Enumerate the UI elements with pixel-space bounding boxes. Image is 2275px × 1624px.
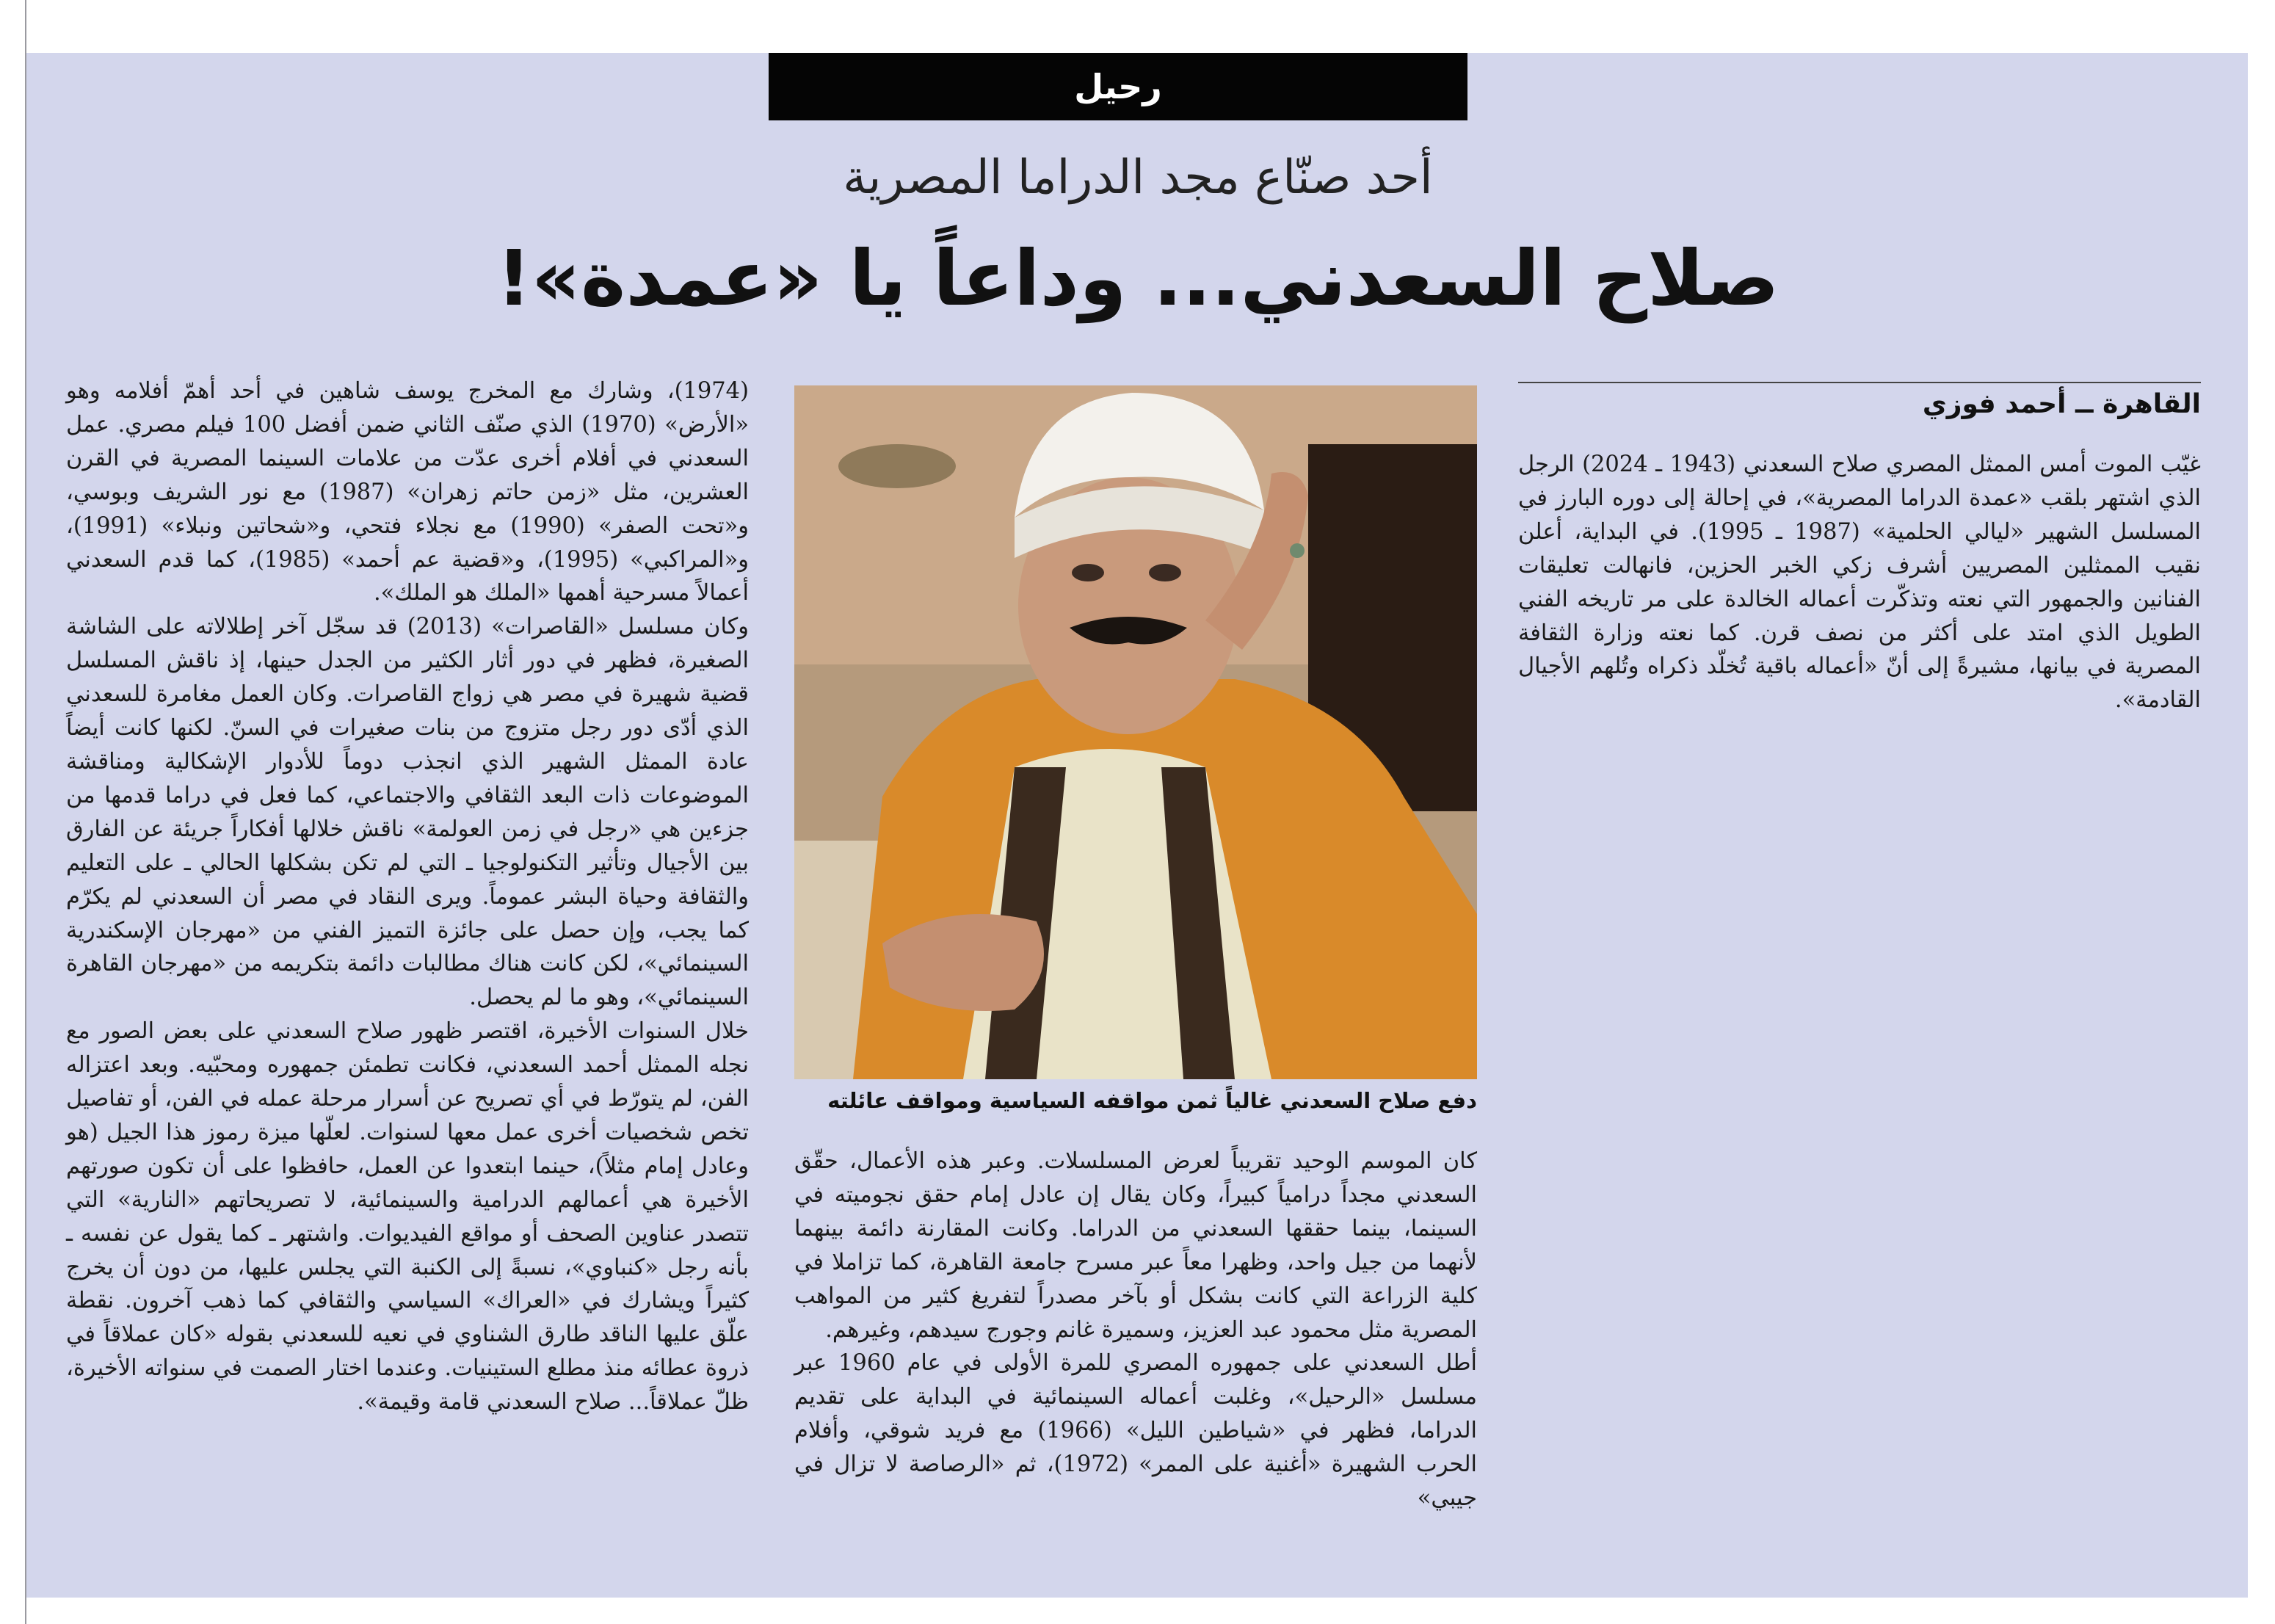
portrait-photo: [794, 385, 1477, 1079]
article-column-left: [66, 374, 749, 1419]
photo-caption: دفع صلاح السعدني غالياً ثمن مواقفه السياسية ومواقف عائلته: [827, 1088, 1477, 1113]
paragraph: (1974)، وشارك مع المخرج يوسف شاهين في أحد أهمّ أفلامه وهو «الأرض» (1970) الذي صنّف الثاني ضمن أفضل 100 فيلم مصري. عمل السعدني في أفلام أخرى عدّت من علامات السينما المصرية في القرن العشرين، مثل «زمن حاتم زهران» (1987) مع نور الشريف وبوسي، و«تحت الصفر» (1990) مع نجلاء فتحي، و«شحاتين ونبلاء» (1991)، و«المراكبي» (1995)، و«قضية عم أحمد» (1985)، كما قدم السعدني أعمالاً مسرحية أهمها «الملك هو الملك».: [66, 378, 750, 606]
paragraph: كان الموسم الوحيد تقريباً لعرض المسلسلات. وعبر هذه الأعمال، حقّق السعدني مجداً درامياً كبيراً، وكان يقال إن عادل إمام حقق نجوميته في السينما، بينما حققها السعدني من الدراما. وكانت المقارنة دائمة بينهما لأنهما من جيل واحد، وظهرا معاً عبر مسرح جامعة القاهرة، كما تزاملا في كلية الزراعة التي كانت بشكل أو بآخر مصدراً لتفريغ كثير من المواهب المصرية مثل محمود عبد العزيز، وسميرة غانم وجورج سيدهم، وغيرهم.: [794, 1148, 1477, 1343]
paragraph: خلال السنوات الأخيرة، اقتصر ظهور صلاح السعدني على بعض الصور مع نجله الممثل أحمد السعدني، فكانت تطمئن جمهوره ومحبّيه. وبعد اعتزاله الفن، لم يتورّط في أي تصريح عن أسرار مرحلة عمله في الفن، أو تفاصيل تخص شخصيات أخرى عمل معها لسنوات. لعلّها ميزة رموز هذا الجيل (هو وعادل إمام مثلاً)، حينما ابتعدوا عن العمل، حافظوا على أن تكون صورتهم الأخيرة هي أعمالهم الدرامية والسينمائية، لا تصريحاتهم «النارية» التي تتصدر عناوين الصحف أو مواقع الفيديوات. واشتهر ـ كما يقول عن نفسه ـ بأنه رجل «كنباوي»، نسبةً إلى الكنبة التي يجلس عليها، من دون أن يخرج كثيراً ويشارك في «العراك» السياسي والثقافي كما ذهب آخرون. نقطة علّق عليها الناقد طارق الشناوي في نعيه للسعدني بقوله «كان عملاقاً في ذروة عطائه منذ مطلع الستينيات. وعندما اختار الصمت في سنواته الأخيرة، ظلّ عملاقاً... صلاح السعدني قامة وقيمة».: [66, 1018, 749, 1415]
byline: القاهرة ــ أحمد فوزي: [1922, 389, 2201, 419]
article-column-middle: [794, 1145, 1477, 1515]
byline-block: [1518, 382, 2201, 419]
section-label: رحيل: [769, 53, 1467, 120]
paragraph: غيّب الموت أمس الممثل المصري صلاح السعدني (1943 ـ 2024) الرجل الذي اشتهر بلقب «عمدة الدراما المصرية»، في إحالة إلى دوره البارز في المسلسل الشهير «ليالي الحلمية» (1987 ـ 1995). في البداية، أعلن نقيب الممثلين المصريين أشرف زكي الخبر الحزين، فانهالت تعليقات الفنانين والجمهور التي نعته وتذكّرت أعماله الخالدة على مر تاريخه الفني الطويل الذي امتد على أكثر من نصف قرن. كما نعته وزارة الثقافة المصرية في بيانها، مشيرةً إلى أنّ «أعماله باقية تُخلّد ذكراه وتُلهم الأجيال القادمة».: [1518, 452, 2202, 714]
article-headline: صلاح السعدني... وداعاً يا «عمدة»!: [496, 233, 1779, 323]
article-subtitle: أحد صنّاع مجد الدراما المصرية: [843, 151, 1433, 205]
paragraph: وكان مسلسل «القاصرات» (2013) قد سجّل آخر إطلالاته على الشاشة الصغيرة، فظهر في دور أثار الكثير من الجدل حينها، إذ ناقش المسلسل قضية شهيرة في مصر هي زواج القاصرات. وكان العمل مغامرة للسعدني الذي أدّى دور رجل متزوج من بنات صغيرات في السنّ. لكنها كانت أيضاً عادة الممثل الشهير الذي انجذب دوماً للأدوار الإشكالية ومناقشة الموضوعات ذات البعد الثقافي والاجتماعي، كما فعل في دراما قدمها من جزءين هي «رجل في زمن العولمة» ناقش خلالها أفكاراً جريئة عن الفارق بين الأجيال وتأثير التكنولوجيا ـ التي لم تكن بشكلها الحالي ـ على التعليم والثقافة وحياة البشر عموماً. ويرى النقاد في مصر أن السعدني لم يكرّم كما يجب، وإن حصل على جائزة التميز الفني من «مهرجان الإسكندرية السينمائي»، لكن كانت هناك مطالبات دائمة بتكريمه من «مهرجان القاهرة السينمائي»، وهو ما لم يحصل.: [66, 614, 749, 1011]
paragraph: أطل السعدني على جمهوره المصري للمرة الأولى في عام 1960 عبر مسلسل «الرحيل»، وغلبت أعماله السينمائية في البداية على تقديم الدراما، فظهر في «شياطين الليل» (1966) مع فريد شوقي، وأفلام الحرب الشهيرة «أغنية على الممر» (1972)، ثم «الرصاصة لا تزال في جيبي»: [794, 1350, 1477, 1512]
portrait-illustration: [794, 385, 1477, 1079]
article-column-right: [1518, 448, 2201, 717]
